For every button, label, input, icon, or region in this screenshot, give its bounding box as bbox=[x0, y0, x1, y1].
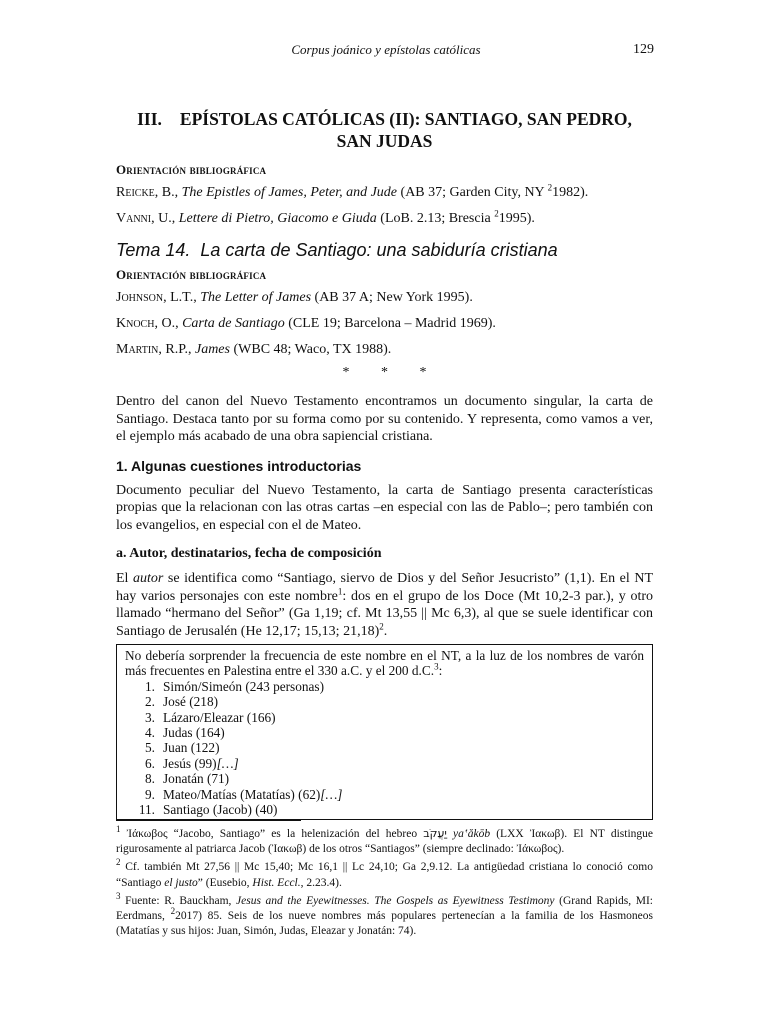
footnote-ref[interactable]: 3 bbox=[434, 661, 439, 672]
edition-sup: 2 bbox=[170, 906, 176, 917]
text-run: (Grand Rapids, MI: Eerdmans, bbox=[116, 894, 653, 923]
hebrew-term: יַעֲקֹב bbox=[423, 827, 447, 840]
text-run: “Jacobo, Santiago” es la helenización del hebreo bbox=[167, 828, 424, 840]
transliteration: ya‛ăkōb bbox=[453, 828, 491, 840]
part-number: III. bbox=[137, 109, 162, 129]
item-text: Judas (164) bbox=[163, 725, 225, 741]
emphasis: autor bbox=[133, 571, 164, 586]
text-run: 2017) 85. Seis de los nueve nombres más populares pertenecían a la familia de los Hasmoneos (Matatías y sus hijos: Juan, Simón, Judas, Eleazar y Jonatán: 74). bbox=[116, 910, 654, 938]
subsection-heading: a. Autor, destinatarios, fecha de composición bbox=[116, 546, 382, 561]
bib-details: (LoB. 2.13; Brescia bbox=[376, 211, 495, 226]
page-body bbox=[116, 108, 653, 820]
footnote-2 bbox=[116, 857, 653, 890]
bib-title: Lettere di Pietro, Giacomo e Giuda bbox=[178, 211, 377, 226]
list-item bbox=[125, 725, 644, 740]
intro-paragraph: Dentro del canon del Nuevo Testamento encontramos un documento singular, la carta de Santiago. Destaca tanto por su forma como por su contenido. Y representa, como vamos a ver, el ejemplo más acabado de una obra sapiencial cristiana. bbox=[116, 394, 653, 444]
bib-initials: , U., bbox=[151, 211, 179, 226]
item-text: José (218) bbox=[163, 694, 219, 710]
emphasis: Hist. Eccl. bbox=[252, 876, 301, 889]
list-item bbox=[125, 740, 644, 755]
text-run: , 2.23.4). bbox=[300, 876, 342, 889]
footnotes bbox=[116, 826, 653, 942]
bib-author: Vanni bbox=[116, 211, 152, 226]
bibliography-entry bbox=[116, 289, 653, 307]
footnote-ref[interactable]: 2 bbox=[379, 620, 384, 631]
edition-sup: 2 bbox=[494, 208, 499, 219]
footnote-1 bbox=[116, 826, 653, 857]
emphasis: Jesus and the Eyewitnesses. The Gospels as Eyewitness Testimony bbox=[236, 894, 555, 907]
text-run: (LXX bbox=[490, 828, 530, 840]
part-title-line1: EPÍSTOLAS CATÓLICAS (II): SANTIAGO, SAN PEDRO, bbox=[179, 109, 632, 129]
bibliography-entry bbox=[116, 184, 653, 202]
footnote-3 bbox=[116, 890, 654, 940]
bib-author: Knoch bbox=[116, 316, 155, 331]
bib-initials: , B., bbox=[154, 185, 182, 200]
author-paragraph bbox=[116, 570, 653, 640]
names-box bbox=[116, 644, 653, 820]
bib-title: The Letter of James bbox=[200, 290, 312, 305]
list-item bbox=[125, 710, 644, 725]
bib-details: (WBC 48; Waco, TX 1988). bbox=[229, 342, 392, 357]
item-ellipsis: […] bbox=[320, 786, 343, 802]
bib-details: (AB 37; Garden City, NY bbox=[397, 185, 548, 200]
list-item bbox=[125, 787, 644, 802]
bib-author: Martin bbox=[116, 342, 159, 357]
footnote-number: 3 bbox=[116, 890, 121, 901]
box-intro bbox=[125, 648, 644, 679]
text-run: : bbox=[438, 663, 443, 679]
names-list bbox=[125, 679, 644, 818]
item-number: 11. bbox=[138, 802, 155, 818]
greek-term: Ἰάκωβος bbox=[126, 828, 168, 840]
text-run: . bbox=[383, 623, 388, 639]
bib-initials: , L.T., bbox=[163, 290, 201, 305]
bib-initials: , R.P., bbox=[158, 342, 195, 357]
footnote-rule bbox=[116, 820, 301, 821]
footnote-number: 2 bbox=[116, 857, 121, 868]
text-run: ) de los otros “Santiagos” (siempre declinado: bbox=[302, 843, 517, 856]
item-number: 4. bbox=[145, 725, 155, 741]
tema-title-text: La carta de Santiago: una sabiduría cristiana bbox=[200, 240, 558, 260]
footnote-number: 1 bbox=[116, 824, 121, 835]
bib-author: Johnson bbox=[116, 290, 164, 305]
list-item bbox=[125, 771, 644, 786]
bib-title: Carta de Santiago bbox=[182, 316, 285, 331]
item-text: Simón/Simeón (243 personas) bbox=[163, 678, 325, 694]
item-number: 8. bbox=[145, 771, 155, 787]
list-item bbox=[125, 756, 644, 771]
list-item bbox=[125, 679, 644, 694]
bib-details: (AB 37 A; New York 1995). bbox=[311, 290, 473, 305]
bibliography-heading: Orientación bibliográfica bbox=[116, 162, 267, 177]
item-text: Jonatán (71) bbox=[163, 771, 230, 787]
footnote-ref[interactable]: 1 bbox=[337, 585, 343, 596]
page-number: 129 bbox=[633, 42, 654, 57]
item-number: 2. bbox=[145, 694, 155, 710]
bibliography-heading: Orientación bibliográfica bbox=[116, 267, 267, 282]
text-run: Fuente: R. Bauckham, bbox=[120, 894, 237, 907]
bib-title: James bbox=[194, 342, 230, 357]
running-header: Corpus joánico y epístolas católicas bbox=[291, 42, 481, 57]
item-ellipsis: […] bbox=[216, 755, 239, 771]
greek-term: Ἰακωβ bbox=[529, 828, 561, 840]
list-item bbox=[125, 694, 644, 709]
bib-author: Reicke bbox=[116, 185, 155, 200]
list-item bbox=[125, 802, 644, 817]
bib-initials: , O., bbox=[154, 316, 183, 331]
tema-label: Tema 14. bbox=[116, 240, 191, 260]
part-title-line2: SAN JUDAS bbox=[336, 131, 433, 151]
bib-year: 1995). bbox=[498, 211, 535, 226]
part-title bbox=[116, 108, 653, 152]
edition-sup: 2 bbox=[547, 182, 553, 193]
text-run: ” (Eusebio, bbox=[197, 876, 253, 889]
text-run: No debería sorprender la frecuencia de este nombre en el NT, a la luz de los nombres de varón más frecuentes en Palestina entre el 330 a.C. y el 200 d.C. bbox=[125, 648, 644, 679]
item-text: Juan (122) bbox=[163, 740, 220, 756]
bib-title: The Epistles of James, Peter, and Jude bbox=[181, 185, 398, 200]
greek-term: Ἰακωβ bbox=[271, 843, 303, 856]
bibliography-entry bbox=[116, 210, 653, 228]
item-text: Lázaro/Eleazar (166) bbox=[163, 709, 276, 725]
bib-details: (CLE 19; Barcelona – Madrid 1969). bbox=[284, 316, 496, 331]
item-number: 6. bbox=[145, 755, 155, 771]
text-run: ). bbox=[557, 843, 565, 856]
item-text: Mateo/Matías (Matatías) (62) bbox=[163, 786, 321, 802]
text-run: ). El NT distingue rigurosamente al patriarca Jacob ( bbox=[116, 828, 654, 856]
tema-title bbox=[116, 240, 653, 261]
bib-year: 1982). bbox=[552, 185, 589, 200]
greek-term: Ἰάκωβος bbox=[516, 843, 558, 856]
section-separator: * * * bbox=[342, 365, 427, 380]
item-text: Santiago (Jacob) (40) bbox=[163, 802, 278, 818]
bibliography-entry bbox=[116, 341, 653, 359]
item-number: 3. bbox=[145, 709, 155, 725]
bibliography-entry bbox=[116, 315, 653, 333]
item-number: 9. bbox=[145, 786, 155, 802]
item-text: Jesús (99) bbox=[163, 755, 217, 771]
text-run: Cf. también Mt 27,56 || Mc 15,40; Mc 16,1 || Lc 24,10; Ga 2,9.12. La antigüedad cristiana lo conoció como “Santiago bbox=[116, 861, 653, 889]
section-heading: 1. Algunas cuestiones introductorias bbox=[116, 457, 362, 474]
emphasis: el justo bbox=[164, 876, 198, 889]
text-run: El bbox=[116, 571, 134, 586]
item-number: 5. bbox=[145, 740, 155, 756]
text-run: se identifica como “Santiago, siervo de Dios y del Señor Jesucristo” (1,1). En el NT hay varios personajes con este nombre bbox=[116, 571, 653, 604]
text-run: : dos en el grupo de los Doce (Mt 10,2-3 par.), y otro llamado “hermano del Señor” (Ga 1,19; cf. Mt 13,55 || Mc 6,3), al que se suele identificar con Santiago de Jerusalén (He 12,17; 15,13; 21,18) bbox=[116, 588, 654, 639]
item-number: 1. bbox=[145, 678, 155, 694]
section-paragraph: Documento peculiar del Nuevo Testamento, la carta de Santiago presenta características propias que la relacionan con las otras cartas –en especial con las de Pablo–; pero también con los evangelios, en especial con el de Mateo. bbox=[116, 482, 653, 533]
